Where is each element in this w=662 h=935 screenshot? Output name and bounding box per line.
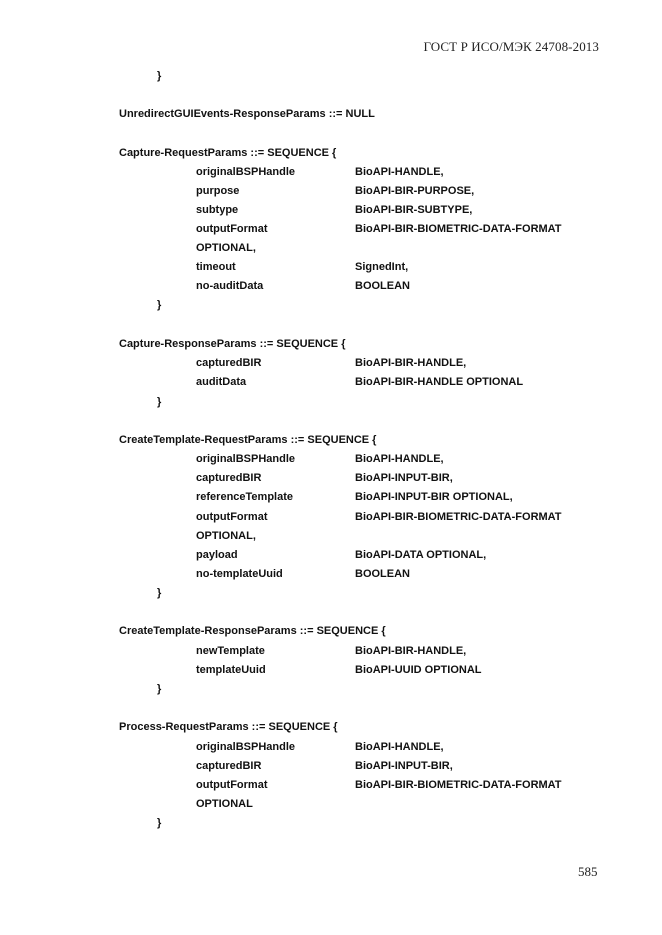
type-definition-heading: Capture-ResponseParams ::= SEQUENCE { bbox=[119, 338, 346, 350]
field-type: BioAPI-HANDLE, bbox=[355, 453, 444, 465]
field-name: capturedBIR bbox=[196, 357, 262, 369]
field-name: templateUuid bbox=[196, 664, 266, 676]
field-name: capturedBIR bbox=[196, 760, 262, 772]
field-type: BioAPI-BIR-HANDLE, bbox=[355, 357, 467, 369]
type-continuation: OPTIONAL bbox=[196, 798, 253, 810]
field-type: BioAPI-BIR-BIOMETRIC-DATA-FORMAT bbox=[355, 223, 562, 235]
field-type: BioAPI-UUID OPTIONAL bbox=[355, 664, 482, 676]
closing-brace: } bbox=[157, 683, 162, 695]
field-type: SignedInt, bbox=[355, 261, 409, 273]
field-type: BioAPI-HANDLE, bbox=[355, 166, 444, 178]
field-name: outputFormat bbox=[196, 511, 268, 523]
type-definition-heading: CreateTemplate-ResponseParams ::= SEQUENCE { bbox=[119, 625, 386, 637]
field-type: BioAPI-DATA OPTIONAL, bbox=[355, 549, 487, 561]
field-name: outputFormat bbox=[196, 779, 268, 791]
field-name: capturedBIR bbox=[196, 472, 262, 484]
field-name: newTemplate bbox=[196, 645, 265, 657]
closing-brace: } bbox=[157, 396, 162, 408]
field-name: referenceTemplate bbox=[196, 491, 294, 503]
page-header-standard-title: ГОСТ Р ИСО/МЭК 24708-2013 bbox=[423, 39, 599, 54]
type-continuation: OPTIONAL, bbox=[196, 530, 256, 542]
type-continuation: OPTIONAL, bbox=[196, 242, 256, 254]
field-name: no-auditData bbox=[196, 280, 264, 292]
type-definition-heading: CreateTemplate-RequestParams ::= SEQUENCE { bbox=[119, 434, 377, 446]
field-type: BioAPI-INPUT-BIR OPTIONAL, bbox=[355, 491, 513, 503]
type-definition-heading: Capture-RequestParams ::= SEQUENCE { bbox=[119, 147, 337, 159]
field-name: no-templateUuid bbox=[196, 568, 283, 580]
closing-brace: } bbox=[157, 299, 162, 311]
field-type: BOOLEAN bbox=[355, 280, 410, 292]
field-type: BioAPI-HANDLE, bbox=[355, 741, 444, 753]
field-name: auditData bbox=[196, 376, 247, 388]
field-type: BioAPI-BIR-BIOMETRIC-DATA-FORMAT bbox=[355, 779, 562, 791]
closing-brace: } bbox=[157, 70, 162, 82]
field-name: timeout bbox=[196, 261, 236, 273]
field-name: payload bbox=[196, 549, 238, 561]
field-type: BioAPI-BIR-HANDLE, bbox=[355, 645, 467, 657]
type-definition-heading: Process-RequestParams ::= SEQUENCE { bbox=[119, 721, 338, 733]
field-type: BioAPI-INPUT-BIR, bbox=[355, 760, 453, 772]
field-name: originalBSPHandle bbox=[196, 166, 296, 178]
field-type: BioAPI-INPUT-BIR, bbox=[355, 472, 453, 484]
closing-brace: } bbox=[157, 587, 162, 599]
field-type: BioAPI-BIR-PURPOSE, bbox=[355, 185, 475, 197]
field-name: originalBSPHandle bbox=[196, 453, 296, 465]
type-definition-heading: UnredirectGUIEvents-ResponseParams ::= NULL bbox=[119, 108, 375, 120]
field-name: originalBSPHandle bbox=[196, 741, 296, 753]
field-type: BioAPI-BIR-HANDLE OPTIONAL bbox=[355, 376, 524, 388]
field-type: BOOLEAN bbox=[355, 568, 410, 580]
field-name: subtype bbox=[196, 204, 239, 216]
field-name: outputFormat bbox=[196, 223, 268, 235]
page-number: 585 bbox=[578, 864, 598, 879]
closing-brace: } bbox=[157, 817, 162, 829]
field-type: BioAPI-BIR-BIOMETRIC-DATA-FORMAT bbox=[355, 511, 562, 523]
field-type: BioAPI-BIR-SUBTYPE, bbox=[355, 204, 473, 216]
field-name: purpose bbox=[196, 185, 240, 197]
